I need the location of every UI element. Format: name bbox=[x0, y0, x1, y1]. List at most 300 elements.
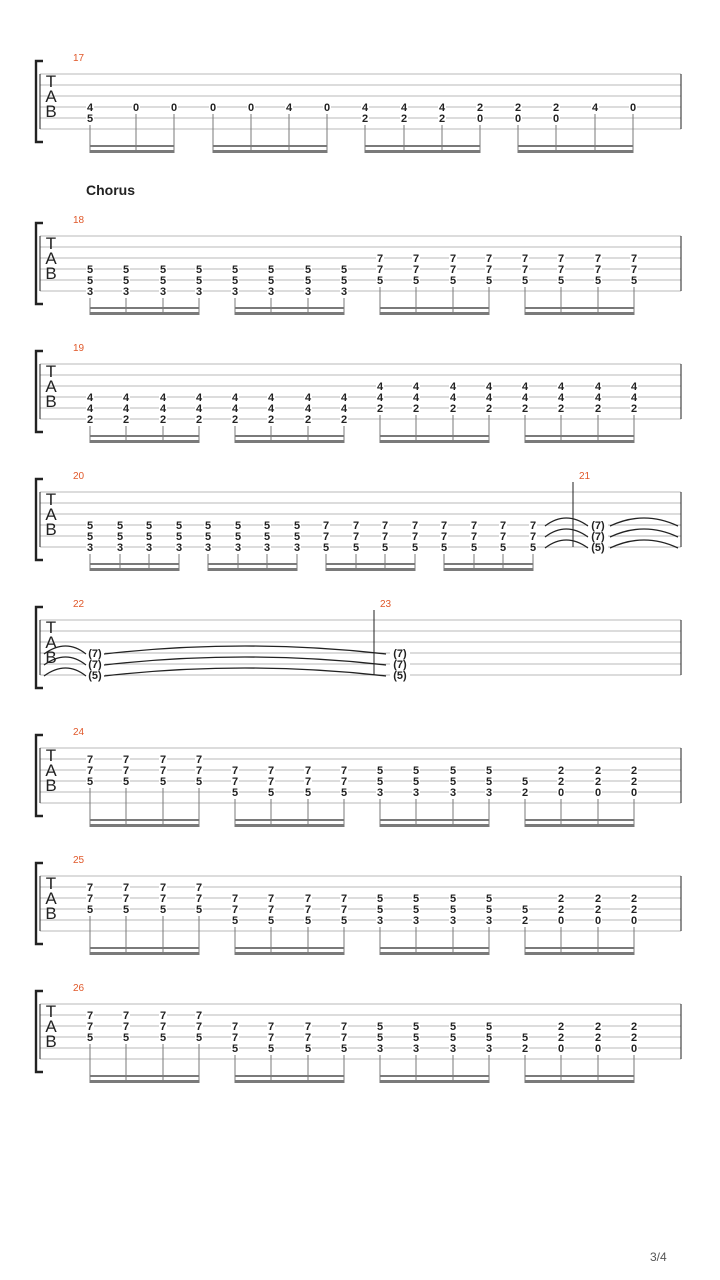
fret-number: 4 bbox=[485, 392, 493, 404]
fret-number: 2 bbox=[630, 776, 638, 788]
beam bbox=[365, 145, 480, 147]
fret-number: 5 bbox=[122, 904, 130, 916]
fret-number: (7) bbox=[591, 531, 605, 543]
fret-number: (7) bbox=[393, 648, 407, 660]
fret-number: 3 bbox=[449, 1043, 457, 1055]
beam bbox=[90, 440, 199, 443]
fret-number: 5 bbox=[159, 904, 167, 916]
fret-number: 5 bbox=[304, 1043, 312, 1055]
fret-number: 2 bbox=[159, 414, 167, 426]
beam bbox=[525, 824, 634, 827]
fret-number: (5) bbox=[591, 542, 605, 554]
beam bbox=[380, 824, 489, 827]
fret-number: 5 bbox=[529, 542, 537, 554]
fret-number: 5 bbox=[485, 893, 493, 905]
fret-number: 5 bbox=[204, 520, 212, 532]
fret-number: (7) bbox=[88, 659, 102, 671]
beam bbox=[525, 819, 634, 821]
fret-number: 5 bbox=[195, 776, 203, 788]
fret-number: 5 bbox=[122, 1032, 130, 1044]
fret-number: 5 bbox=[412, 776, 420, 788]
tab-clef-letter: A bbox=[45, 889, 57, 908]
fret-number: 5 bbox=[231, 1043, 239, 1055]
beam bbox=[525, 440, 634, 443]
fret-number: 7 bbox=[231, 1032, 239, 1044]
measure-number: 22 bbox=[73, 599, 85, 610]
fret-number: 5 bbox=[231, 264, 239, 276]
beam bbox=[380, 947, 489, 949]
fret-number: 2 bbox=[86, 414, 94, 426]
beam bbox=[380, 312, 489, 315]
fret-number: 3 bbox=[449, 915, 457, 927]
beam bbox=[380, 307, 489, 309]
fret-number: 2 bbox=[594, 893, 602, 905]
fret-number: 7 bbox=[122, 882, 130, 894]
fret-number: 5 bbox=[86, 1032, 94, 1044]
fret-number: 7 bbox=[195, 1010, 203, 1022]
fret-number: 3 bbox=[234, 542, 242, 554]
fret-number: 5 bbox=[195, 275, 203, 287]
fret-number: 5 bbox=[376, 904, 384, 916]
fret-number: 2 bbox=[557, 765, 565, 777]
fret-number: 2 bbox=[630, 765, 638, 777]
fret-number: 5 bbox=[195, 904, 203, 916]
fret-number: 2 bbox=[267, 414, 275, 426]
fret-number: 3 bbox=[86, 286, 94, 298]
beam bbox=[235, 1080, 344, 1083]
fret-number: 4 bbox=[376, 392, 384, 404]
fret-number: 2 bbox=[594, 776, 602, 788]
fret-number: 4 bbox=[438, 102, 446, 114]
beam bbox=[208, 568, 297, 571]
fret-number: 7 bbox=[195, 754, 203, 766]
fret-number: 7 bbox=[376, 253, 384, 265]
fret-number: 3 bbox=[412, 915, 420, 927]
measure-number: 20 bbox=[73, 471, 85, 482]
fret-number: 5 bbox=[267, 1043, 275, 1055]
tab-clef-letter: T bbox=[45, 234, 57, 253]
fret-number: 7 bbox=[376, 264, 384, 276]
beam bbox=[235, 307, 344, 309]
fret-number: 7 bbox=[499, 531, 507, 543]
fret-number: 5 bbox=[594, 275, 602, 287]
beam bbox=[525, 947, 634, 949]
tab-system bbox=[36, 599, 681, 688]
fret-number: 4 bbox=[412, 392, 420, 404]
fret-number: 7 bbox=[86, 754, 94, 766]
fret-number: 7 bbox=[231, 1021, 239, 1033]
fret-number: 7 bbox=[267, 893, 275, 905]
fret-number: 5 bbox=[116, 520, 124, 532]
fret-number: 4 bbox=[412, 381, 420, 393]
fret-number: 5 bbox=[293, 520, 301, 532]
fret-number: 5 bbox=[263, 531, 271, 543]
beam bbox=[326, 563, 415, 565]
beam bbox=[365, 150, 480, 153]
beam bbox=[90, 568, 179, 571]
fret-number: 4 bbox=[400, 102, 408, 114]
fret-number: 5 bbox=[234, 531, 242, 543]
beam bbox=[90, 1080, 199, 1083]
beam bbox=[90, 312, 199, 315]
fret-number: 7 bbox=[86, 882, 94, 894]
fret-number: 5 bbox=[499, 542, 507, 554]
fret-number: 5 bbox=[449, 904, 457, 916]
fret-number: 5 bbox=[293, 531, 301, 543]
fret-number: 4 bbox=[267, 403, 275, 415]
beam bbox=[326, 568, 415, 571]
beam bbox=[235, 952, 344, 955]
fret-number: 7 bbox=[195, 765, 203, 777]
fret-number: 7 bbox=[352, 520, 360, 532]
fret-number: 2 bbox=[594, 765, 602, 777]
fret-number: 5 bbox=[231, 915, 239, 927]
fret-number: 2 bbox=[630, 1032, 638, 1044]
fret-number: 5 bbox=[485, 1032, 493, 1044]
fret-number: 7 bbox=[86, 893, 94, 905]
fret-number: 7 bbox=[159, 765, 167, 777]
fret-number: 2 bbox=[521, 403, 529, 415]
fret-number: 7 bbox=[159, 893, 167, 905]
fret-number: 7 bbox=[485, 264, 493, 276]
fret-number: 5 bbox=[159, 776, 167, 788]
beam bbox=[380, 1075, 489, 1077]
fret-number: 5 bbox=[412, 893, 420, 905]
fret-number: 0 bbox=[629, 102, 637, 114]
fret-number: 3 bbox=[485, 1043, 493, 1055]
fret-number: 7 bbox=[322, 531, 330, 543]
beam bbox=[90, 824, 199, 827]
fret-number: 5 bbox=[231, 787, 239, 799]
beam bbox=[213, 145, 327, 147]
fret-number: 0 bbox=[594, 1043, 602, 1055]
fret-number: 5 bbox=[440, 542, 448, 554]
beam bbox=[90, 435, 199, 437]
tab-clef-letter: B bbox=[45, 520, 57, 539]
fret-number: 2 bbox=[438, 113, 446, 125]
fret-number: 7 bbox=[340, 893, 348, 905]
fret-number: 5 bbox=[122, 776, 130, 788]
fret-number: 5 bbox=[86, 904, 94, 916]
fret-number: 2 bbox=[521, 1043, 529, 1055]
fret-number: 5 bbox=[485, 776, 493, 788]
section-label: Chorus bbox=[86, 182, 135, 198]
fret-number: 4 bbox=[86, 403, 94, 415]
fret-number: (5) bbox=[393, 670, 407, 682]
fret-number: 7 bbox=[122, 1021, 130, 1033]
tab-system bbox=[36, 182, 681, 315]
beam bbox=[525, 1075, 634, 1077]
tab-system bbox=[36, 727, 681, 827]
fret-number: 5 bbox=[86, 264, 94, 276]
fret-number: 2 bbox=[552, 102, 560, 114]
fret-number: 5 bbox=[175, 531, 183, 543]
fret-number: 7 bbox=[340, 1021, 348, 1033]
fret-number: 5 bbox=[412, 275, 420, 287]
fret-number: 4 bbox=[122, 403, 130, 415]
fret-number: 5 bbox=[267, 915, 275, 927]
fret-number: 7 bbox=[411, 520, 419, 532]
fret-number: 3 bbox=[412, 787, 420, 799]
fret-number: 7 bbox=[86, 1010, 94, 1022]
fret-number: 7 bbox=[122, 893, 130, 905]
beam bbox=[235, 440, 344, 443]
beam bbox=[525, 435, 634, 437]
fret-number: 5 bbox=[267, 264, 275, 276]
fret-number: 7 bbox=[231, 765, 239, 777]
fret-number: (7) bbox=[88, 648, 102, 660]
fret-number: 2 bbox=[476, 102, 484, 114]
tab-system bbox=[36, 471, 681, 571]
fret-number: 4 bbox=[86, 102, 94, 114]
fret-number: 3 bbox=[340, 286, 348, 298]
fret-number: 5 bbox=[122, 264, 130, 276]
fret-number: 7 bbox=[159, 1021, 167, 1033]
fret-number: 0 bbox=[594, 787, 602, 799]
tab-clef-letter: A bbox=[45, 377, 57, 396]
tab-clef-letter: B bbox=[45, 904, 57, 923]
measure-number: 26 bbox=[73, 983, 85, 994]
fret-number: 5 bbox=[116, 531, 124, 543]
beam bbox=[90, 150, 174, 153]
measure-number: 17 bbox=[73, 53, 85, 64]
fret-number: 2 bbox=[594, 1032, 602, 1044]
fret-number: 5 bbox=[521, 1032, 529, 1044]
fret-number: 5 bbox=[412, 1021, 420, 1033]
fret-number: 5 bbox=[376, 275, 384, 287]
fret-number: 5 bbox=[485, 1021, 493, 1033]
fret-number: 3 bbox=[263, 542, 271, 554]
fret-number: 3 bbox=[412, 1043, 420, 1055]
fret-number: 7 bbox=[322, 520, 330, 532]
fret-number: 2 bbox=[557, 776, 565, 788]
fret-number: 0 bbox=[594, 915, 602, 927]
fret-number: 2 bbox=[630, 893, 638, 905]
fret-number: 5 bbox=[195, 264, 203, 276]
fret-number: 2 bbox=[557, 904, 565, 916]
fret-number: 2 bbox=[340, 414, 348, 426]
fret-number: 3 bbox=[175, 542, 183, 554]
beam bbox=[235, 312, 344, 315]
fret-number: 2 bbox=[521, 787, 529, 799]
fret-number: 7 bbox=[267, 904, 275, 916]
fret-number: 4 bbox=[159, 392, 167, 404]
fret-number: 7 bbox=[340, 765, 348, 777]
fret-number: 5 bbox=[86, 113, 94, 125]
fret-number: 4 bbox=[521, 381, 529, 393]
tab-clef-letter: B bbox=[45, 1032, 57, 1051]
fret-number: 5 bbox=[521, 275, 529, 287]
fret-number: 7 bbox=[159, 754, 167, 766]
measure-number: 21 bbox=[579, 471, 591, 482]
fret-number: 5 bbox=[340, 264, 348, 276]
fret-number: 4 bbox=[557, 381, 565, 393]
fret-number: 5 bbox=[195, 1032, 203, 1044]
fret-number: 3 bbox=[159, 286, 167, 298]
fret-number: 4 bbox=[231, 403, 239, 415]
fret-number: 7 bbox=[449, 253, 457, 265]
beam bbox=[213, 150, 327, 153]
fret-number: 5 bbox=[86, 531, 94, 543]
fret-number: 2 bbox=[514, 102, 522, 114]
fret-number: 7 bbox=[470, 520, 478, 532]
fret-number: 5 bbox=[263, 520, 271, 532]
fret-number: 5 bbox=[449, 1021, 457, 1033]
fret-number: 7 bbox=[529, 531, 537, 543]
fret-number: 7 bbox=[122, 754, 130, 766]
fret-number: 2 bbox=[594, 403, 602, 415]
fret-number: 7 bbox=[340, 776, 348, 788]
fret-number: 7 bbox=[412, 253, 420, 265]
fret-number: 7 bbox=[304, 893, 312, 905]
fret-number: 2 bbox=[361, 113, 369, 125]
fret-number: 5 bbox=[485, 904, 493, 916]
fret-number: 5 bbox=[411, 542, 419, 554]
fret-number: 5 bbox=[122, 275, 130, 287]
fret-number: 0 bbox=[514, 113, 522, 125]
fret-number: 7 bbox=[267, 776, 275, 788]
fret-number: 5 bbox=[86, 520, 94, 532]
fret-number: 5 bbox=[340, 787, 348, 799]
fret-number: 2 bbox=[449, 403, 457, 415]
fret-number: 7 bbox=[557, 264, 565, 276]
fret-number: 4 bbox=[361, 102, 369, 114]
fret-number: 0 bbox=[557, 787, 565, 799]
fret-number: 4 bbox=[594, 392, 602, 404]
fret-number: 3 bbox=[122, 286, 130, 298]
fret-number: 3 bbox=[449, 787, 457, 799]
fret-number: 5 bbox=[267, 275, 275, 287]
fret-number: 7 bbox=[411, 531, 419, 543]
fret-number: 4 bbox=[304, 403, 312, 415]
fret-number: 5 bbox=[376, 1021, 384, 1033]
fret-number: 5 bbox=[412, 904, 420, 916]
fret-number: 7 bbox=[340, 1032, 348, 1044]
fret-number: 7 bbox=[231, 893, 239, 905]
fret-number: 5 bbox=[449, 1032, 457, 1044]
fret-number: 4 bbox=[376, 381, 384, 393]
fret-number: 2 bbox=[594, 1021, 602, 1033]
fret-number: 7 bbox=[381, 520, 389, 532]
fret-number: 5 bbox=[521, 904, 529, 916]
beam bbox=[380, 819, 489, 821]
fret-number: 0 bbox=[630, 787, 638, 799]
tab-clef-letter: T bbox=[45, 490, 57, 509]
tab-clef-letter: T bbox=[45, 362, 57, 381]
fret-number: 5 bbox=[145, 520, 153, 532]
fret-number: 3 bbox=[267, 286, 275, 298]
measure-number: 24 bbox=[73, 727, 85, 738]
beam bbox=[380, 1080, 489, 1083]
tab-clef-letter: T bbox=[45, 874, 57, 893]
fret-number: 5 bbox=[557, 275, 565, 287]
beam bbox=[235, 435, 344, 437]
fret-number: 3 bbox=[145, 542, 153, 554]
fret-number: 2 bbox=[630, 904, 638, 916]
fret-number: 7 bbox=[304, 765, 312, 777]
fret-number: 5 bbox=[449, 765, 457, 777]
fret-number: 3 bbox=[376, 787, 384, 799]
fret-number: 5 bbox=[449, 275, 457, 287]
tab-system bbox=[36, 53, 681, 153]
fret-number: 2 bbox=[122, 414, 130, 426]
beam bbox=[90, 563, 179, 565]
fret-number: 7 bbox=[557, 253, 565, 265]
fret-number: (7) bbox=[393, 659, 407, 671]
fret-number: 7 bbox=[630, 264, 638, 276]
tab-clef-letter: B bbox=[45, 776, 57, 795]
fret-number: 2 bbox=[304, 414, 312, 426]
fret-number: 0 bbox=[170, 102, 178, 114]
fret-number: 5 bbox=[159, 1032, 167, 1044]
tab-system bbox=[36, 983, 681, 1083]
fret-number: 0 bbox=[132, 102, 140, 114]
beam bbox=[380, 435, 489, 437]
fret-number: 3 bbox=[293, 542, 301, 554]
fret-number: 4 bbox=[449, 381, 457, 393]
fret-number: 4 bbox=[122, 392, 130, 404]
fret-number: 5 bbox=[412, 765, 420, 777]
beam bbox=[444, 563, 533, 565]
fret-number: 3 bbox=[376, 915, 384, 927]
fret-number: 7 bbox=[412, 264, 420, 276]
fret-number: 4 bbox=[521, 392, 529, 404]
fret-number: 5 bbox=[485, 275, 493, 287]
fret-number: 0 bbox=[557, 915, 565, 927]
fret-number: 5 bbox=[145, 531, 153, 543]
beam bbox=[444, 568, 533, 571]
fret-number: 7 bbox=[521, 264, 529, 276]
fret-number: 5 bbox=[376, 893, 384, 905]
fret-number: 4 bbox=[591, 102, 599, 114]
fret-number: 7 bbox=[231, 776, 239, 788]
fret-number: 0 bbox=[630, 1043, 638, 1055]
fret-number: 7 bbox=[352, 531, 360, 543]
beam bbox=[380, 952, 489, 955]
fret-number: 3 bbox=[195, 286, 203, 298]
tab-clef-letter: T bbox=[45, 746, 57, 765]
fret-number: 5 bbox=[449, 893, 457, 905]
beam bbox=[525, 312, 634, 315]
fret-number: 2 bbox=[412, 403, 420, 415]
fret-number: 4 bbox=[449, 392, 457, 404]
tab-clef-letter: T bbox=[45, 618, 57, 637]
fret-number: 4 bbox=[485, 381, 493, 393]
fret-number: 3 bbox=[86, 542, 94, 554]
tab-clef-letter: B bbox=[45, 648, 57, 667]
fret-number: 5 bbox=[204, 531, 212, 543]
fret-number: 0 bbox=[557, 1043, 565, 1055]
measure-number: 23 bbox=[380, 599, 392, 610]
fret-number: (5) bbox=[88, 670, 102, 682]
tab-clef-letter: A bbox=[45, 633, 57, 652]
fret-number: 4 bbox=[557, 392, 565, 404]
fret-number: 2 bbox=[557, 403, 565, 415]
fret-number: 2 bbox=[557, 1021, 565, 1033]
fret-number: 4 bbox=[304, 392, 312, 404]
fret-number: 7 bbox=[440, 520, 448, 532]
fret-number: 4 bbox=[267, 392, 275, 404]
beam bbox=[235, 947, 344, 949]
fret-number: 3 bbox=[231, 286, 239, 298]
fret-number: 5 bbox=[304, 264, 312, 276]
fret-number: 5 bbox=[376, 1032, 384, 1044]
fret-number: 5 bbox=[304, 787, 312, 799]
beam bbox=[525, 1080, 634, 1083]
fret-number: 4 bbox=[195, 403, 203, 415]
fret-number: 0 bbox=[552, 113, 560, 125]
fret-number: 5 bbox=[449, 776, 457, 788]
